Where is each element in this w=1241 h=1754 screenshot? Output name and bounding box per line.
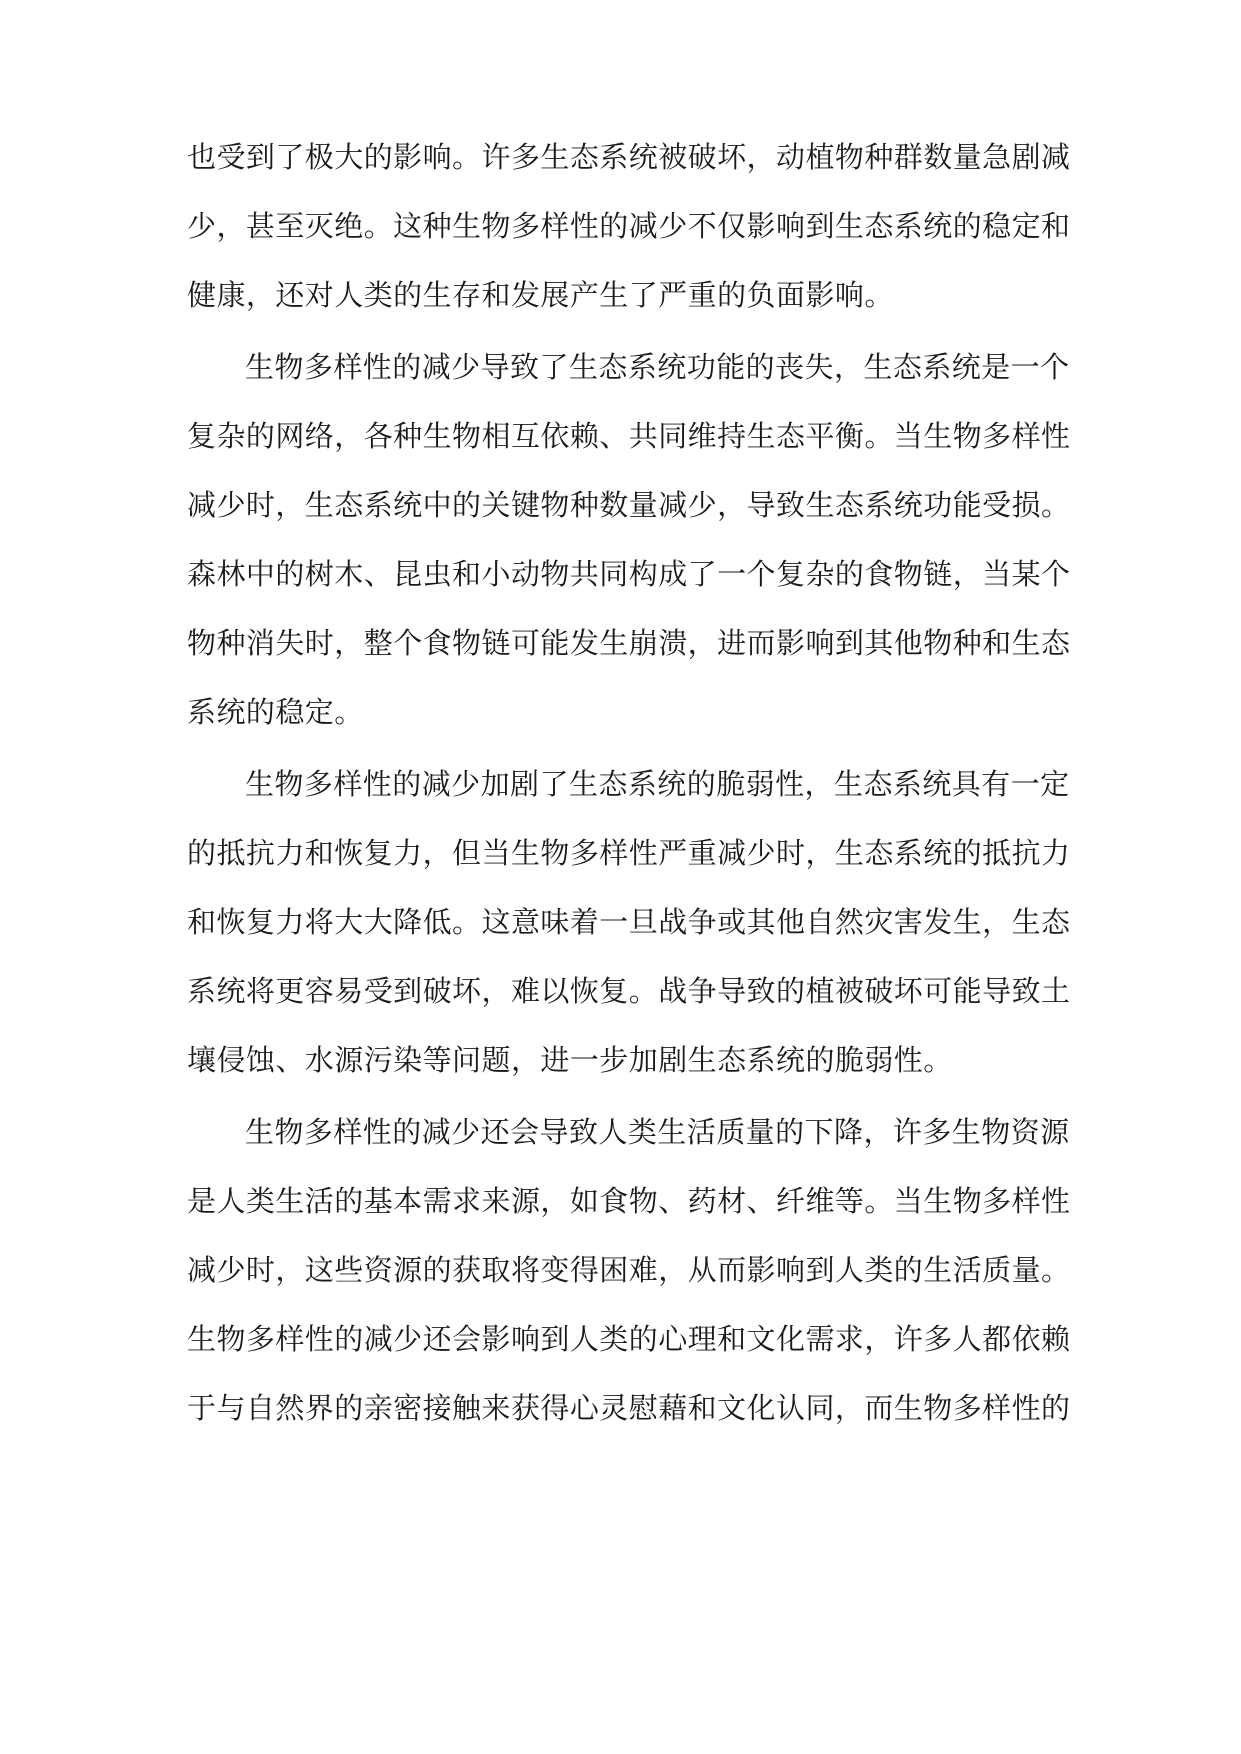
text-line: 和恢复力将大大降低。这意味着一旦战争或其他自然灾害发生，生态 xyxy=(187,905,1071,939)
text-line: 减少时，生态系统中的关键物种数量减少，导致生态系统功能受损。 xyxy=(187,488,1071,522)
paragraph-start-line: 生物多样性的减少导致了生态系统功能的丧失，生态系统是一个 xyxy=(245,350,1070,384)
text-line: 复杂的网络，各种生物相互依赖、共同维持生态平衡。当生物多样性 xyxy=(187,419,1071,453)
paragraph-start-line: 生物多样性的减少还会导致人类生活质量的下降，许多生物资源 xyxy=(245,1115,1070,1149)
text-line: 也受到了极大的影响。许多生态系统被破坏，动植物种群数量急剧减 xyxy=(187,140,1071,174)
text-line: 壤侵蚀、水源污染等问题，进一步加剧生态系统的脆弱性。 xyxy=(187,1043,953,1077)
text-line: 减少时，这些资源的获取将变得困难，从而影响到人类的生活质量。 xyxy=(187,1253,1071,1287)
text-line: 系统将更容易受到破坏，难以恢复。战争导致的植被破坏可能导致土 xyxy=(187,974,1071,1008)
text-line: 少，甚至灭绝。这种生物多样性的减少不仅影响到生态系统的稳定和 xyxy=(187,209,1071,243)
paragraph-start-line: 生物多样性的减少加剧了生态系统的脆弱性，生态系统具有一定 xyxy=(245,767,1070,801)
text-line: 生物多样性的减少还会影响到人类的心理和文化需求，许多人都依赖 xyxy=(187,1322,1071,1356)
text-line: 是人类生活的基本需求来源，如食物、药材、纤维等。当生物多样性 xyxy=(187,1184,1071,1218)
text-line: 物种消失时，整个食物链可能发生崩溃，进而影响到其他物种和生态 xyxy=(187,626,1071,660)
text-line: 于与自然界的亲密接触来获得心灵慰藉和文化认同，而生物多样性的 xyxy=(187,1391,1071,1425)
text-line: 健康，还对人类的生存和发展产生了严重的负面影响。 xyxy=(187,278,894,312)
text-line: 的抵抗力和恢复力，但当生物多样性严重减少时，生态系统的抵抗力 xyxy=(187,836,1071,870)
text-line: 森林中的树木、昆虫和小动物共同构成了一个复杂的食物链，当某个 xyxy=(187,557,1071,591)
text-line: 系统的稳定。 xyxy=(187,695,364,729)
